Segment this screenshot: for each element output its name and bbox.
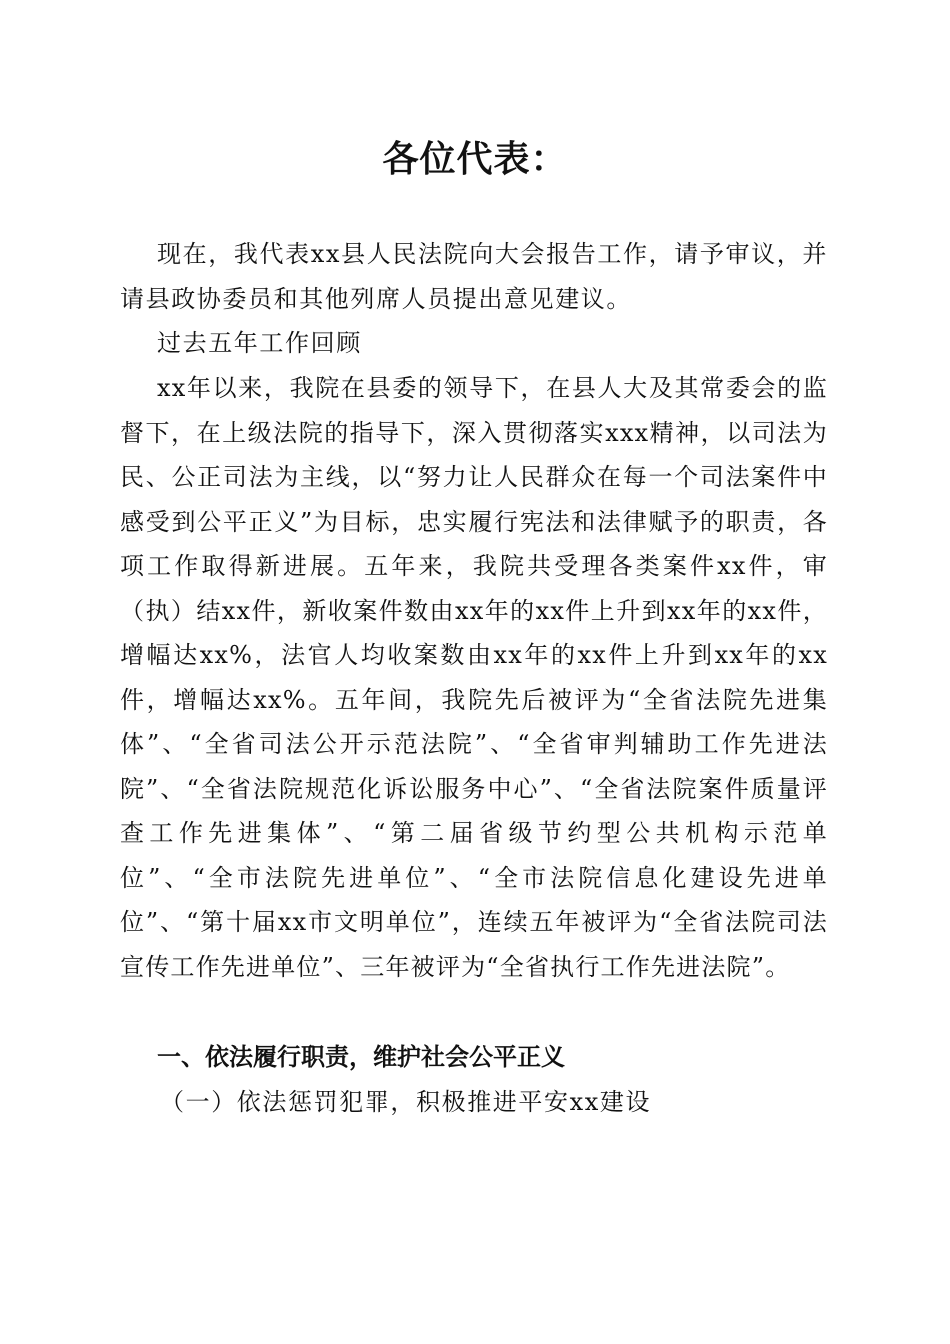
section-heading: 过去五年工作回顾 xyxy=(157,329,362,357)
heading-level-1: 一、依法履行职责，维护社会公平正义 xyxy=(157,1043,565,1071)
document-title: 各位代表： xyxy=(382,138,568,180)
intro-paragraph: 现在，我代表xx县人民法院向大会报告工作，请予审议，并请县政协委员和其他列席人员提出意见建议。 xyxy=(120,240,828,313)
review-paragraph: xx年以来，我院在县委的领导下，在县人大及其常委会的监督下，在上级法院的指导下，深入贯彻落实xxx精神，以司法为民、公正司法为主线，以“努力让人民群众在每一个司法案件中感受到公平正义”为目标，忠实履行宪法和法律赋予的职责，各项工作取得新进展。五年来，我院共受理各类案件xx件，审（执）结xx件，新收案件数由xx年的xx件上升到xx年的xx件，增幅达xx%，法官人均收案数由xx年的xx件上升到xx年的xx件，增幅达xx%。五年间，我院先后被评为“全省法院先进集体”、“全省司法公开示范法院”、“全省审判辅助工作先进法院”、“全省法院规范化诉讼服务中心”、“全省法院案件质量评查工作先进集体”、“第二届省级节约型公共机构示范单位”、“全市法院先进单位”、“全市法院信息化建设先进单位”、“第十届xx市文明单位”，连续五年被评为“全省法院司法宣传工作先进单位”、三年被评为“全省执行工作先进法院”。 xyxy=(120,374,828,981)
heading-level-2: （一）依法惩罚犯罪，积极推进平安xx建设 xyxy=(160,1088,652,1116)
